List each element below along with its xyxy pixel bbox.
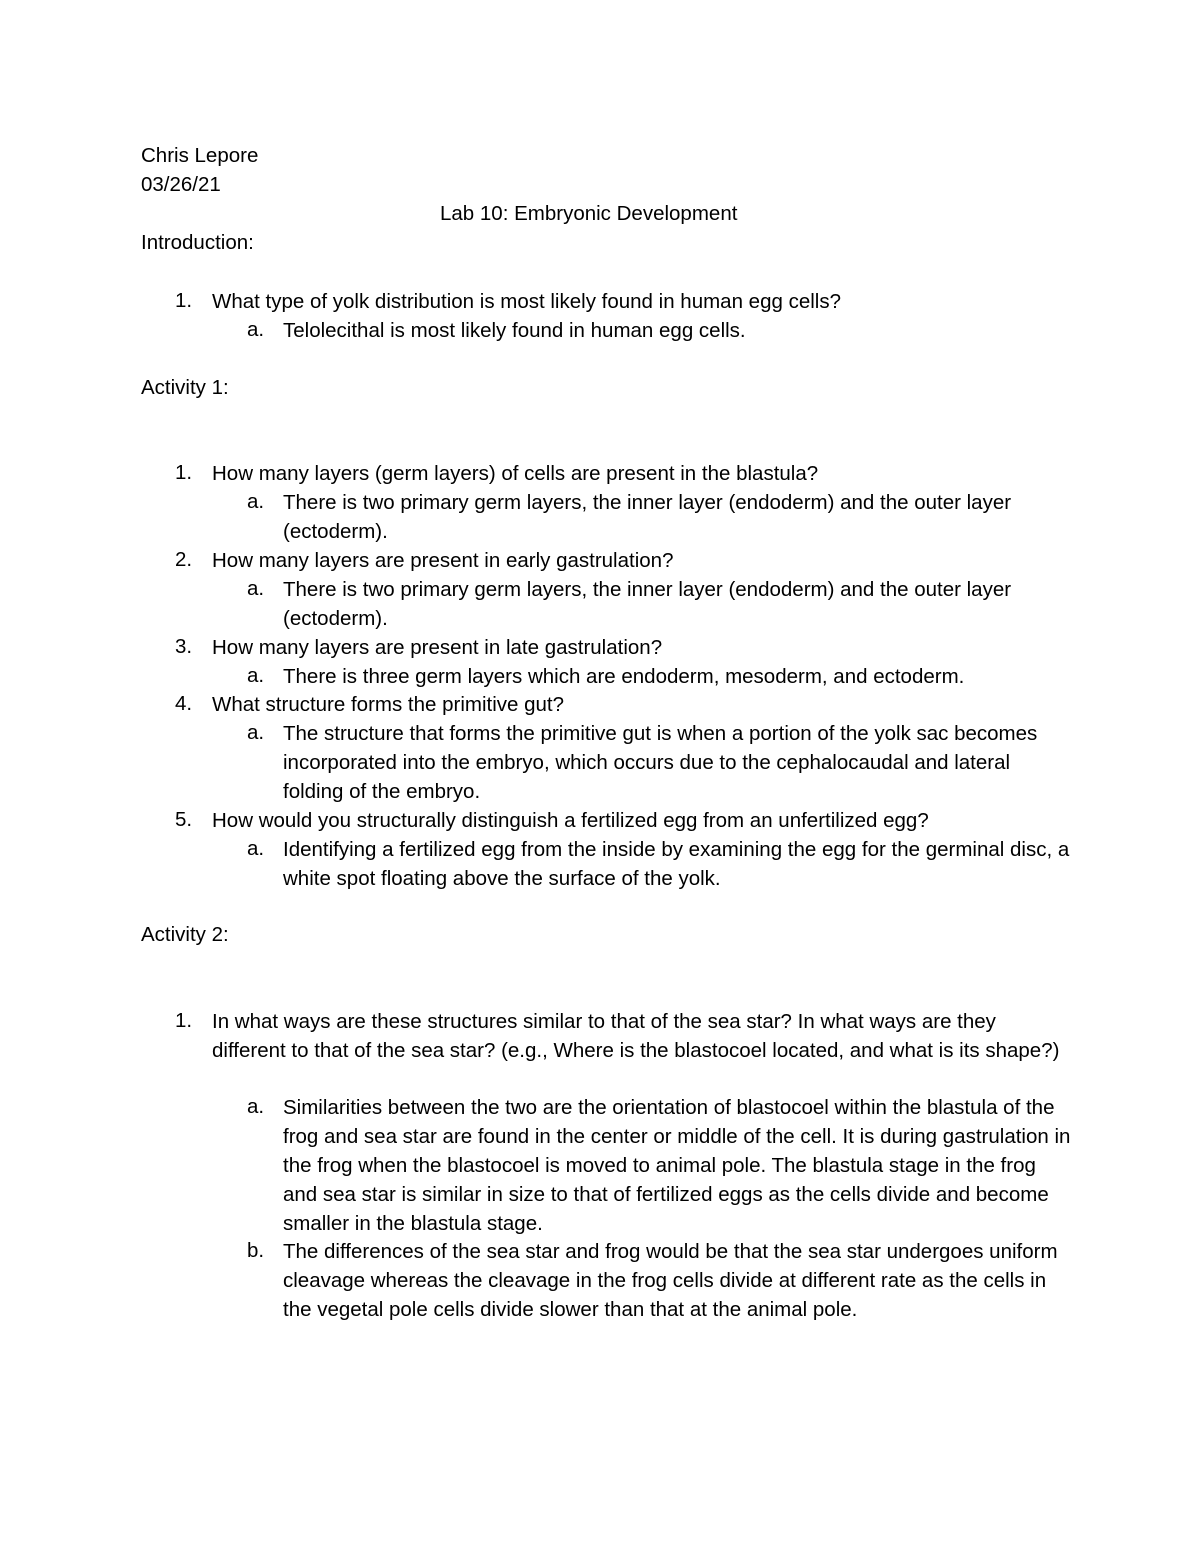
question-number: 1. [175, 1009, 193, 1032]
question-number: 4. [175, 692, 193, 715]
answer-letter: a. [247, 837, 265, 860]
question-text: How many layers are present in early gastrulation? [212, 549, 674, 572]
question-number: 1. [175, 461, 193, 484]
answer-letter: a. [247, 577, 265, 600]
answer-text: There is two primary germ layers, the inner layer (endoderm) and the outer layer (ectoderm). [283, 578, 1012, 630]
activity2-heading: Activity 2: [141, 923, 229, 946]
document-date: 03/26/21 [141, 173, 221, 196]
question-text: What structure forms the primitive gut? [212, 693, 565, 716]
answer-letter: a. [247, 318, 265, 341]
answer-text: Similarities between the two are the orientation of blastocoel within the blastula of the frog and sea star are found in the center or middle of the cell. It is during gastrulation in the frog when the blastocoel is moved to animal pole. The blastula stage in the frog and sea star is similar in size to that of fertilized eggs as the cells divide and become smaller in the blastula stage. [283, 1096, 1071, 1235]
answer-text: Telolecithal is most likely found in human egg cells. [283, 319, 746, 342]
answer-text: The differences of the sea star and frog would be that the sea star undergoes uniform cleavage whereas the cleavage in the frog cells divide at different rate as the cells in the vegetal pole cells divide slower than that at the animal pole. [283, 1240, 1058, 1321]
answer-text: There is three germ layers which are endoderm, mesoderm, and ectoderm. [283, 665, 965, 688]
question-number: 2. [175, 548, 193, 571]
answer-letter: a. [247, 664, 265, 687]
question-number: 3. [175, 635, 193, 658]
answer-text: Identifying a fertilized egg from the inside by examining the egg for the germinal disc, a white spot floating above the surface of the yolk. [283, 838, 1070, 890]
question-text: In what ways are these structures similar to that of the sea star? In what ways are they different to that of the sea star? (e.g., Where is the blastocoel located, and what is its shape?) [212, 1010, 1060, 1062]
question-text: How many layers are present in late gastrulation? [212, 636, 663, 659]
activity1-heading: Activity 1: [141, 376, 229, 399]
question-text: How would you structurally distinguish a fertilized egg from an unfertilized egg? [212, 809, 929, 832]
question-number: 5. [175, 808, 193, 831]
answer-text: The structure that forms the primitive gut is when a portion of the yolk sac becomes incorporated into the embryo, which occurs due to the cephalocaudal and lateral folding of the embryo. [283, 722, 1038, 803]
answer-letter: a. [247, 721, 265, 744]
answer-letter: b. [247, 1239, 265, 1262]
answer-letter: a. [247, 1095, 265, 1118]
author-name: Chris Lepore [141, 144, 259, 167]
question-text: What type of yolk distribution is most likely found in human egg cells? [212, 290, 841, 313]
introduction-heading: Introduction: [141, 231, 254, 254]
question-number: 1. [175, 289, 193, 312]
question-text: How many layers (germ layers) of cells are present in the blastula? [212, 462, 819, 485]
answer-text: There is two primary germ layers, the inner layer (endoderm) and the outer layer (ectoderm). [283, 491, 1012, 543]
document-title: Lab 10: Embryonic Development [440, 202, 738, 225]
answer-letter: a. [247, 490, 265, 513]
